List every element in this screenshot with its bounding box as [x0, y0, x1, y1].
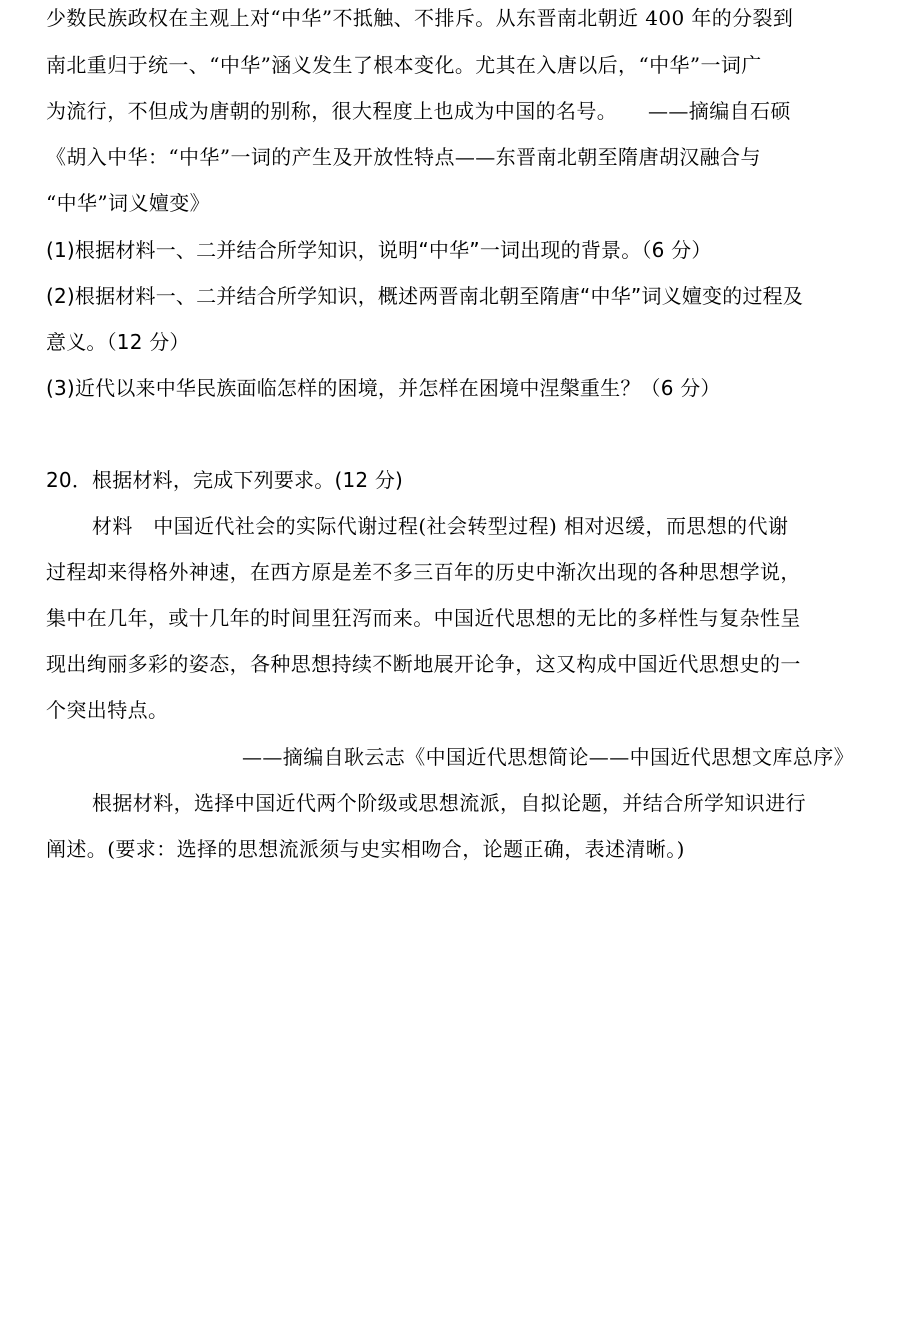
- material-source: ——摘编自耿云志《中国近代思想简论——中国近代思想文库总序》: [242, 745, 854, 769]
- material-line-2: 过程却来得格外神速，在西方原是差不多三百年的历史中渐次出现的各种思想学说，: [46, 560, 801, 584]
- task-line-2: 阐述。(要求：选择的思想流派须与史实相吻合，论题正确，表述清晰。): [46, 837, 685, 861]
- material-line-1: 材料 中国近代社会的实际代谢过程(社会转型过程) 相对迟缓，而思想的代谢: [92, 514, 789, 538]
- material-line-4: 现出绚丽多彩的姿态，各种思想持续不断地展开论争，这又构成中国近代思想史的一: [46, 652, 801, 676]
- passage-line-2: 南北重归于统一、“中华”涵义发生了根本变化。尤其在入唐以后，“中华”一词广: [46, 53, 762, 77]
- passage-line-5: “中华”词义嬗变》: [46, 191, 211, 215]
- task-line-1: 根据材料，选择中国近代两个阶级或思想流派，自拟论题，并结合所学知识进行: [92, 791, 806, 815]
- question-19-3: (3)近代以来中华民族面临怎样的困境，并怎样在困境中涅槃重生？（6 分）: [46, 376, 721, 400]
- passage-line-4: 《胡入中华：“中华”一词的产生及开放性特点——东晋南北朝至隋唐胡汉融合与: [46, 145, 761, 169]
- question-19-2: (2)根据材料一、二并结合所学知识，概述两晋南北朝至隋唐“中华”词义嬗变的过程及: [46, 284, 804, 308]
- question-19-2-continued: 意义。（12 分）: [46, 330, 190, 354]
- question-19-1: (1)根据材料一、二并结合所学知识，说明“中华”一词出现的背景。（6 分）: [46, 238, 712, 262]
- passage-line-1: 少数民族政权在主观上对“中华”不抵触、不排斥。从东晋南北朝近 400 年的分裂到: [46, 6, 794, 30]
- passage-line-3: 为流行，不但成为唐朝的别称，很大程度上也成为中国的名号。 ——摘编自石硕: [46, 99, 791, 123]
- material-line-5: 个突出特点。: [46, 698, 169, 722]
- material-line-3: 集中在几年，或十几年的时间里狂泻而来。中国近代思想的无比的多样性与复杂性呈: [46, 606, 801, 630]
- question-20-heading: 20．根据材料，完成下列要求。(12 分): [46, 468, 404, 492]
